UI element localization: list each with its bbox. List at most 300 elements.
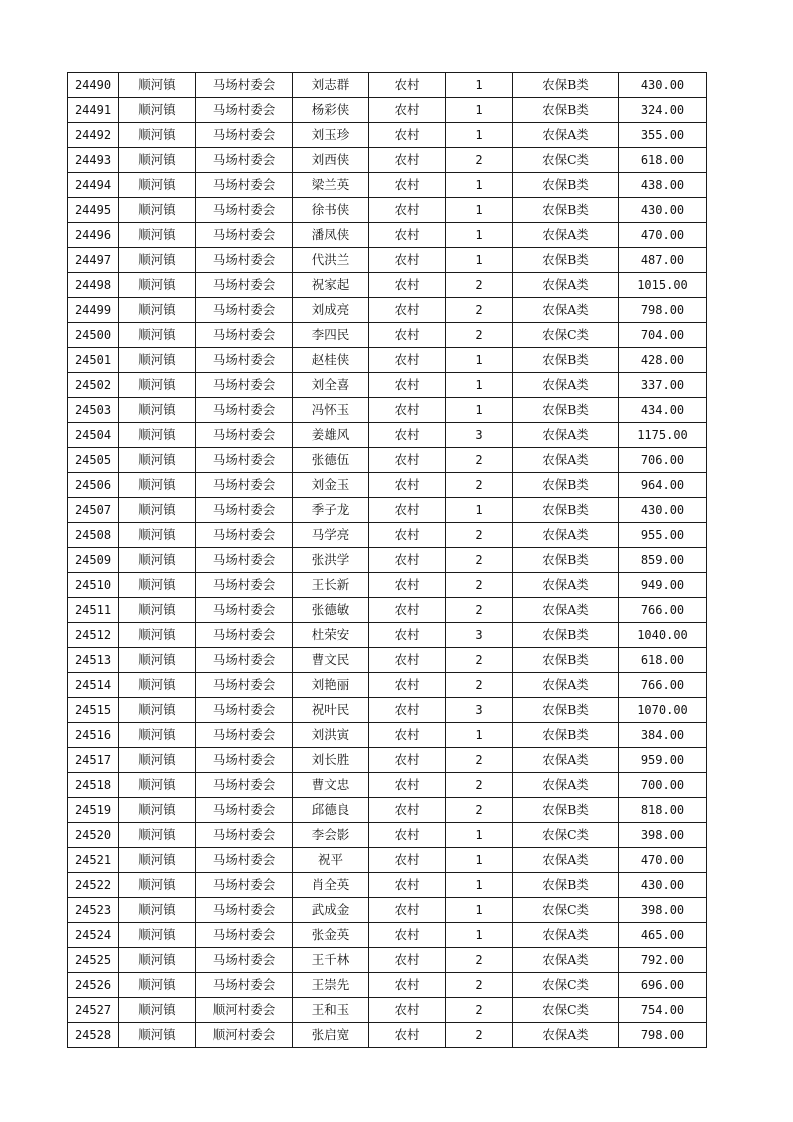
table-row (68, 573, 707, 598)
insurance-class-cell: 农保A类 (513, 573, 619, 598)
table-row (68, 223, 707, 248)
amount-cell: 430.00 (619, 73, 707, 98)
area-type-cell: 农村 (369, 173, 446, 198)
area-type-cell: 农村 (369, 198, 446, 223)
amount-cell: 470.00 (619, 223, 707, 248)
household-count-cell: 1 (446, 723, 513, 748)
town-cell: 顺河镇 (119, 173, 196, 198)
table-row (68, 698, 707, 723)
record-id-cell: 24521 (68, 848, 119, 873)
name-cell: 刘金玉 (293, 473, 369, 498)
record-id-cell: 24515 (68, 698, 119, 723)
insurance-class-cell: 农保B类 (513, 548, 619, 573)
record-id-cell: 24504 (68, 423, 119, 448)
insurance-class-cell: 农保B类 (513, 698, 619, 723)
name-cell: 王千林 (293, 948, 369, 973)
household-count-cell: 2 (446, 648, 513, 673)
household-count-cell: 2 (446, 973, 513, 998)
village-committee-cell: 马场村委会 (196, 923, 293, 948)
town-cell: 顺河镇 (119, 123, 196, 148)
table-row (68, 923, 707, 948)
village-committee-cell: 马场村委会 (196, 723, 293, 748)
insurance-class-cell: 农保A类 (513, 423, 619, 448)
village-committee-cell: 马场村委会 (196, 623, 293, 648)
name-cell: 王长新 (293, 573, 369, 598)
amount-cell: 766.00 (619, 673, 707, 698)
area-type-cell: 农村 (369, 373, 446, 398)
record-id-cell: 24524 (68, 923, 119, 948)
insurance-class-cell: 农保A类 (513, 948, 619, 973)
name-cell: 梁兰英 (293, 173, 369, 198)
area-type-cell: 农村 (369, 748, 446, 773)
name-cell: 张金英 (293, 923, 369, 948)
town-cell: 顺河镇 (119, 348, 196, 373)
amount-cell: 955.00 (619, 523, 707, 548)
household-count-cell: 1 (446, 198, 513, 223)
amount-cell: 798.00 (619, 1023, 707, 1048)
name-cell: 祝平 (293, 848, 369, 873)
amount-cell: 384.00 (619, 723, 707, 748)
area-type-cell: 农村 (369, 723, 446, 748)
household-count-cell: 3 (446, 623, 513, 648)
amount-cell: 818.00 (619, 798, 707, 823)
town-cell: 顺河镇 (119, 998, 196, 1023)
amount-cell: 1070.00 (619, 698, 707, 723)
name-cell: 杜荣安 (293, 623, 369, 648)
household-count-cell: 2 (446, 473, 513, 498)
table-row (68, 848, 707, 873)
amount-cell: 700.00 (619, 773, 707, 798)
household-count-cell: 1 (446, 848, 513, 873)
name-cell: 曹文民 (293, 648, 369, 673)
insurance-class-cell: 农保A类 (513, 673, 619, 698)
household-count-cell: 2 (446, 273, 513, 298)
amount-cell: 430.00 (619, 498, 707, 523)
amount-cell: 766.00 (619, 598, 707, 623)
insurance-class-cell: 农保A类 (513, 1023, 619, 1048)
table-row (68, 1023, 707, 1048)
town-cell: 顺河镇 (119, 698, 196, 723)
name-cell: 张启宽 (293, 1023, 369, 1048)
insurance-class-cell: 农保C类 (513, 823, 619, 848)
village-committee-cell: 马场村委会 (196, 598, 293, 623)
amount-cell: 704.00 (619, 323, 707, 348)
village-committee-cell: 马场村委会 (196, 223, 293, 248)
table-row (68, 798, 707, 823)
record-id-cell: 24509 (68, 548, 119, 573)
name-cell: 徐书侠 (293, 198, 369, 223)
amount-cell: 487.00 (619, 248, 707, 273)
insurance-class-cell: 农保C类 (513, 148, 619, 173)
village-committee-cell: 马场村委会 (196, 423, 293, 448)
town-cell: 顺河镇 (119, 398, 196, 423)
household-count-cell: 1 (446, 398, 513, 423)
name-cell: 祝家起 (293, 273, 369, 298)
table-row (68, 373, 707, 398)
area-type-cell: 农村 (369, 548, 446, 573)
area-type-cell: 农村 (369, 848, 446, 873)
town-cell: 顺河镇 (119, 773, 196, 798)
record-id-cell: 24495 (68, 198, 119, 223)
table-row (68, 123, 707, 148)
household-count-cell: 1 (446, 173, 513, 198)
name-cell: 王和玉 (293, 998, 369, 1023)
insurance-class-cell: 农保B类 (513, 873, 619, 898)
town-cell: 顺河镇 (119, 923, 196, 948)
record-id-cell: 24497 (68, 248, 119, 273)
name-cell: 马学亮 (293, 523, 369, 548)
record-id-cell: 24523 (68, 898, 119, 923)
insurance-class-cell: 农保B类 (513, 648, 619, 673)
town-cell: 顺河镇 (119, 848, 196, 873)
area-type-cell: 农村 (369, 573, 446, 598)
amount-cell: 949.00 (619, 573, 707, 598)
household-count-cell: 1 (446, 823, 513, 848)
table-row (68, 998, 707, 1023)
table-row (68, 323, 707, 348)
area-type-cell: 农村 (369, 448, 446, 473)
record-id-cell: 24496 (68, 223, 119, 248)
record-id-cell: 24500 (68, 323, 119, 348)
village-committee-cell: 马场村委会 (196, 573, 293, 598)
household-count-cell: 1 (446, 223, 513, 248)
town-cell: 顺河镇 (119, 598, 196, 623)
village-committee-cell: 马场村委会 (196, 348, 293, 373)
village-committee-cell: 马场村委会 (196, 123, 293, 148)
name-cell: 赵桂侠 (293, 348, 369, 373)
household-count-cell: 1 (446, 923, 513, 948)
insurance-class-cell: 农保A类 (513, 223, 619, 248)
area-type-cell: 农村 (369, 273, 446, 298)
insurance-class-cell: 农保A类 (513, 448, 619, 473)
insurance-class-cell: 农保B类 (513, 398, 619, 423)
insurance-class-cell: 农保A类 (513, 523, 619, 548)
town-cell: 顺河镇 (119, 373, 196, 398)
table-row (68, 73, 707, 98)
insurance-class-cell: 农保A类 (513, 923, 619, 948)
record-id-cell: 24507 (68, 498, 119, 523)
household-count-cell: 2 (446, 798, 513, 823)
household-count-cell: 1 (446, 123, 513, 148)
household-count-cell: 1 (446, 898, 513, 923)
village-committee-cell: 顺河村委会 (196, 1023, 293, 1048)
table-row (68, 723, 707, 748)
insurance-class-cell: 农保B类 (513, 473, 619, 498)
record-id-cell: 24493 (68, 148, 119, 173)
table-row (68, 148, 707, 173)
village-committee-cell: 马场村委会 (196, 523, 293, 548)
village-committee-cell: 马场村委会 (196, 398, 293, 423)
household-count-cell: 2 (446, 598, 513, 623)
household-count-cell: 2 (446, 148, 513, 173)
area-type-cell: 农村 (369, 773, 446, 798)
insurance-class-cell: 农保C类 (513, 973, 619, 998)
town-cell: 顺河镇 (119, 248, 196, 273)
name-cell: 曹文忠 (293, 773, 369, 798)
table-row (68, 873, 707, 898)
amount-cell: 1175.00 (619, 423, 707, 448)
household-count-cell: 1 (446, 498, 513, 523)
household-count-cell: 1 (446, 73, 513, 98)
table-row (68, 273, 707, 298)
town-cell: 顺河镇 (119, 73, 196, 98)
name-cell: 杨彩侠 (293, 98, 369, 123)
village-committee-cell: 马场村委会 (196, 148, 293, 173)
village-committee-cell: 马场村委会 (196, 448, 293, 473)
name-cell: 张德敏 (293, 598, 369, 623)
name-cell: 李四民 (293, 323, 369, 348)
area-type-cell: 农村 (369, 648, 446, 673)
table-row (68, 773, 707, 798)
area-type-cell: 农村 (369, 398, 446, 423)
amount-cell: 792.00 (619, 948, 707, 973)
village-committee-cell: 马场村委会 (196, 248, 293, 273)
name-cell: 祝叶民 (293, 698, 369, 723)
record-id-cell: 24520 (68, 823, 119, 848)
area-type-cell: 农村 (369, 523, 446, 548)
table-row (68, 973, 707, 998)
table-row (68, 398, 707, 423)
village-committee-cell: 马场村委会 (196, 848, 293, 873)
table-row (68, 648, 707, 673)
village-committee-cell: 马场村委会 (196, 548, 293, 573)
name-cell: 张洪学 (293, 548, 369, 573)
household-count-cell: 3 (446, 698, 513, 723)
insurance-class-cell: 农保C类 (513, 323, 619, 348)
household-count-cell: 2 (446, 548, 513, 573)
table-row (68, 548, 707, 573)
record-id-cell: 24512 (68, 623, 119, 648)
table-row (68, 498, 707, 523)
name-cell: 刘成亮 (293, 298, 369, 323)
town-cell: 顺河镇 (119, 898, 196, 923)
amount-cell: 1040.00 (619, 623, 707, 648)
record-id-cell: 24519 (68, 798, 119, 823)
record-id-cell: 24505 (68, 448, 119, 473)
amount-cell: 1015.00 (619, 273, 707, 298)
amount-cell: 430.00 (619, 198, 707, 223)
name-cell: 李会影 (293, 823, 369, 848)
records-table (67, 72, 707, 1048)
record-id-cell: 24510 (68, 573, 119, 598)
household-count-cell: 2 (446, 773, 513, 798)
amount-cell: 859.00 (619, 548, 707, 573)
insurance-class-cell: 农保B类 (513, 623, 619, 648)
insurance-class-cell: 农保A类 (513, 748, 619, 773)
town-cell: 顺河镇 (119, 673, 196, 698)
area-type-cell: 农村 (369, 298, 446, 323)
village-committee-cell: 马场村委会 (196, 823, 293, 848)
village-committee-cell: 马场村委会 (196, 798, 293, 823)
insurance-class-cell: 农保B类 (513, 498, 619, 523)
amount-cell: 798.00 (619, 298, 707, 323)
town-cell: 顺河镇 (119, 298, 196, 323)
amount-cell: 964.00 (619, 473, 707, 498)
amount-cell: 618.00 (619, 648, 707, 673)
village-committee-cell: 马场村委会 (196, 98, 293, 123)
area-type-cell: 农村 (369, 798, 446, 823)
town-cell: 顺河镇 (119, 823, 196, 848)
amount-cell: 465.00 (619, 923, 707, 948)
household-count-cell: 1 (446, 248, 513, 273)
household-count-cell: 2 (446, 1023, 513, 1048)
table-row (68, 673, 707, 698)
insurance-class-cell: 农保A类 (513, 848, 619, 873)
village-committee-cell: 马场村委会 (196, 898, 293, 923)
record-id-cell: 24513 (68, 648, 119, 673)
town-cell: 顺河镇 (119, 223, 196, 248)
household-count-cell: 2 (446, 323, 513, 348)
area-type-cell: 农村 (369, 98, 446, 123)
village-committee-cell: 马场村委会 (196, 323, 293, 348)
table-row (68, 948, 707, 973)
record-id-cell: 24522 (68, 873, 119, 898)
amount-cell: 428.00 (619, 348, 707, 373)
table-row (68, 98, 707, 123)
record-id-cell: 24506 (68, 473, 119, 498)
amount-cell: 398.00 (619, 898, 707, 923)
village-committee-cell: 马场村委会 (196, 948, 293, 973)
village-committee-cell: 马场村委会 (196, 773, 293, 798)
town-cell: 顺河镇 (119, 548, 196, 573)
town-cell: 顺河镇 (119, 523, 196, 548)
record-id-cell: 24525 (68, 948, 119, 973)
insurance-class-cell: 农保A类 (513, 298, 619, 323)
town-cell: 顺河镇 (119, 973, 196, 998)
record-id-cell: 24518 (68, 773, 119, 798)
household-count-cell: 1 (446, 348, 513, 373)
name-cell: 张德伍 (293, 448, 369, 473)
area-type-cell: 农村 (369, 873, 446, 898)
name-cell: 刘志群 (293, 73, 369, 98)
area-type-cell: 农村 (369, 923, 446, 948)
area-type-cell: 农村 (369, 823, 446, 848)
area-type-cell: 农村 (369, 673, 446, 698)
table-row (68, 898, 707, 923)
town-cell: 顺河镇 (119, 1023, 196, 1048)
area-type-cell: 农村 (369, 73, 446, 98)
insurance-class-cell: 农保B类 (513, 173, 619, 198)
name-cell: 邱德良 (293, 798, 369, 823)
amount-cell: 398.00 (619, 823, 707, 848)
insurance-class-cell: 农保A类 (513, 773, 619, 798)
record-id-cell: 24499 (68, 298, 119, 323)
household-count-cell: 2 (446, 748, 513, 773)
area-type-cell: 农村 (369, 898, 446, 923)
area-type-cell: 农村 (369, 348, 446, 373)
record-id-cell: 24514 (68, 673, 119, 698)
town-cell: 顺河镇 (119, 448, 196, 473)
village-committee-cell: 马场村委会 (196, 198, 293, 223)
table-row (68, 448, 707, 473)
insurance-class-cell: 农保A类 (513, 123, 619, 148)
town-cell: 顺河镇 (119, 148, 196, 173)
insurance-class-cell: 农保B类 (513, 198, 619, 223)
household-count-cell: 1 (446, 373, 513, 398)
village-committee-cell: 马场村委会 (196, 498, 293, 523)
area-type-cell: 农村 (369, 598, 446, 623)
village-committee-cell: 马场村委会 (196, 673, 293, 698)
area-type-cell: 农村 (369, 998, 446, 1023)
area-type-cell: 农村 (369, 248, 446, 273)
record-id-cell: 24490 (68, 73, 119, 98)
table-row (68, 623, 707, 648)
household-count-cell: 1 (446, 873, 513, 898)
amount-cell: 959.00 (619, 748, 707, 773)
town-cell: 顺河镇 (119, 198, 196, 223)
table-body (68, 73, 707, 1048)
insurance-class-cell: 农保C类 (513, 998, 619, 1023)
amount-cell: 337.00 (619, 373, 707, 398)
town-cell: 顺河镇 (119, 98, 196, 123)
name-cell: 姜雄风 (293, 423, 369, 448)
record-id-cell: 24508 (68, 523, 119, 548)
record-id-cell: 24517 (68, 748, 119, 773)
town-cell: 顺河镇 (119, 573, 196, 598)
town-cell: 顺河镇 (119, 723, 196, 748)
insurance-class-cell: 农保A类 (513, 598, 619, 623)
record-id-cell: 24503 (68, 398, 119, 423)
area-type-cell: 农村 (369, 498, 446, 523)
name-cell: 刘长胜 (293, 748, 369, 773)
village-committee-cell: 马场村委会 (196, 298, 293, 323)
amount-cell: 355.00 (619, 123, 707, 148)
amount-cell: 754.00 (619, 998, 707, 1023)
record-id-cell: 24526 (68, 973, 119, 998)
area-type-cell: 农村 (369, 323, 446, 348)
amount-cell: 324.00 (619, 98, 707, 123)
household-count-cell: 1 (446, 98, 513, 123)
household-count-cell: 2 (446, 998, 513, 1023)
area-type-cell: 农村 (369, 148, 446, 173)
village-committee-cell: 马场村委会 (196, 973, 293, 998)
town-cell: 顺河镇 (119, 323, 196, 348)
name-cell: 刘艳丽 (293, 673, 369, 698)
table-row (68, 173, 707, 198)
name-cell: 刘全喜 (293, 373, 369, 398)
area-type-cell: 农村 (369, 473, 446, 498)
household-count-cell: 2 (446, 298, 513, 323)
record-id-cell: 24491 (68, 98, 119, 123)
table-row (68, 423, 707, 448)
village-committee-cell: 顺河村委会 (196, 998, 293, 1023)
village-committee-cell: 马场村委会 (196, 473, 293, 498)
household-count-cell: 2 (446, 448, 513, 473)
village-committee-cell: 马场村委会 (196, 648, 293, 673)
village-committee-cell: 马场村委会 (196, 273, 293, 298)
insurance-class-cell: 农保B类 (513, 348, 619, 373)
household-count-cell: 2 (446, 573, 513, 598)
table-row (68, 523, 707, 548)
record-id-cell: 24502 (68, 373, 119, 398)
town-cell: 顺河镇 (119, 423, 196, 448)
amount-cell: 696.00 (619, 973, 707, 998)
record-id-cell: 24528 (68, 1023, 119, 1048)
village-committee-cell: 马场村委会 (196, 73, 293, 98)
record-id-cell: 24527 (68, 998, 119, 1023)
town-cell: 顺河镇 (119, 473, 196, 498)
household-count-cell: 2 (446, 948, 513, 973)
village-committee-cell: 马场村委会 (196, 698, 293, 723)
area-type-cell: 农村 (369, 948, 446, 973)
village-committee-cell: 马场村委会 (196, 873, 293, 898)
town-cell: 顺河镇 (119, 623, 196, 648)
amount-cell: 618.00 (619, 148, 707, 173)
town-cell: 顺河镇 (119, 648, 196, 673)
amount-cell: 430.00 (619, 873, 707, 898)
household-count-cell: 2 (446, 673, 513, 698)
area-type-cell: 农村 (369, 1023, 446, 1048)
